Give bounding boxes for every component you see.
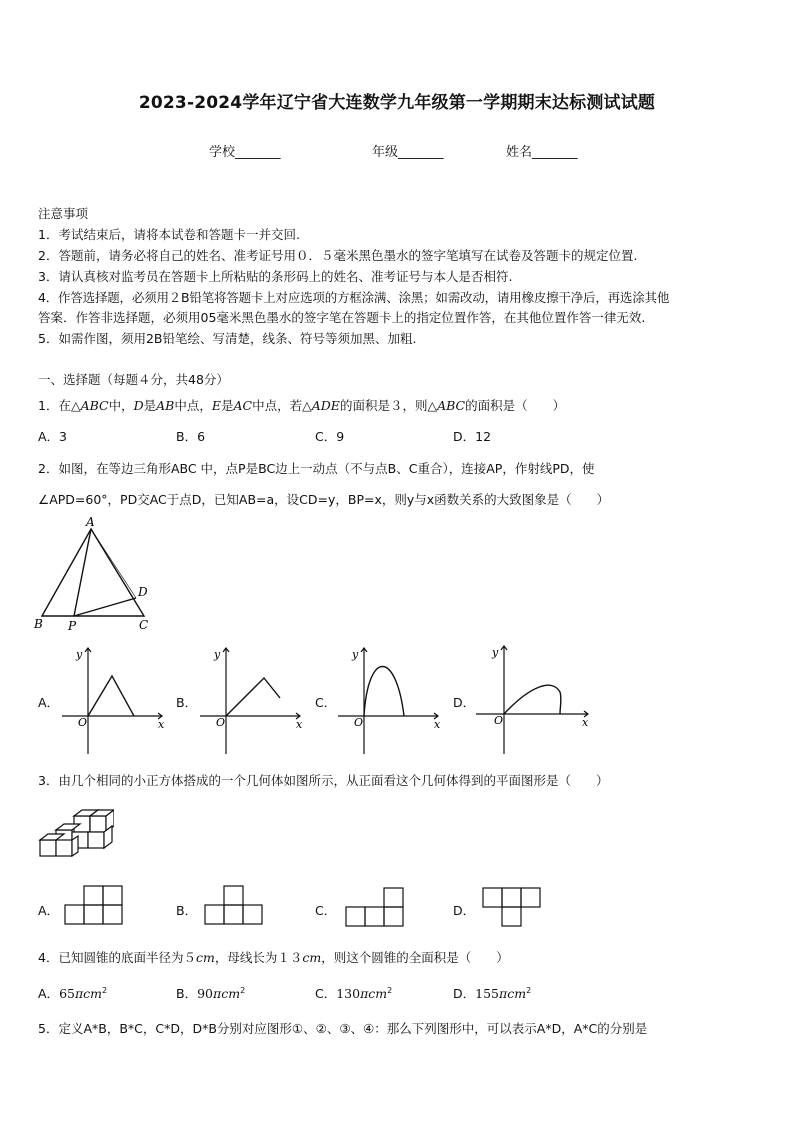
question-4: 4．已知圆锥的底面半径为５cm，母线长为１３cm，则这个圆锥的全面积是（ ） (38, 950, 509, 965)
svg-text:O: O (78, 716, 88, 729)
option-a: A． (38, 695, 60, 710)
graph-d (472, 638, 594, 758)
svg-text:x: x (158, 718, 165, 731)
option-a: A．65πcm$^2$ (38, 985, 108, 1001)
cubes-figure (34, 806, 114, 862)
option-a: A．3 (38, 429, 68, 444)
svg-text:O: O (494, 714, 504, 727)
question-3: 3．由几个相同的小正方体搭成的一个几何体如图所示，从正面看这个几何体得到的平面图形是（ ） (38, 773, 609, 788)
label-p: P (68, 619, 77, 632)
option-b: B． (176, 903, 198, 918)
shape-d (482, 887, 544, 929)
option-d: D．155πcm$^2$ (453, 985, 532, 1001)
svg-text:y: y (352, 648, 359, 661)
question-2-line2: ∠APD=60°，PD交AC于点D，已知AB=a，设CD=y，BP=x，则y与x函数关系的大致图象是（ ） (38, 492, 610, 507)
option-a: A． (38, 903, 60, 918)
graph-b (196, 640, 306, 758)
notice-heading: 注意事项 (38, 206, 89, 221)
shape-c (345, 886, 407, 928)
svg-text:y: y (76, 648, 83, 661)
grade-field: 年级_______ (372, 145, 444, 160)
graph-a (58, 640, 168, 758)
notice-item: 3．请认真核对监考员在答题卡上所粘贴的条形码上的姓名、准考证号与本人是否相符. (38, 269, 513, 284)
option-c: C． (315, 903, 337, 918)
label-b: B (34, 617, 43, 631)
option-d: D．12 (453, 429, 492, 444)
shape-b (204, 884, 266, 926)
notice-item: 5．如需作图，须用2B铅笔绘、写清楚，线条、符号等须加黑、加粗. (38, 331, 417, 346)
option-d: D． (453, 695, 476, 710)
question-2-line1: 2．如图，在等边三角形ABC 中，点P是BC边上一动点（不与点B、C重合），连接AP，作射线PD，使 (38, 461, 595, 476)
question-1: 1．在△ABC中，D是AB中点，E是AC中点，若△ADE的面积是３，则△ABC的面积是（ ） (38, 398, 566, 413)
svg-text:y: y (214, 648, 221, 661)
option-c: C．130πcm$^2$ (315, 985, 393, 1001)
option-c: C．9 (315, 429, 345, 444)
notice-item: 2．答题前，请务必将自己的姓名、准考证号用０．５毫米黑色墨水的签字笔填写在试卷及答题卡的规定位置. (38, 248, 638, 263)
svg-text:x: x (296, 718, 303, 731)
svg-text:y: y (492, 646, 499, 659)
school-field: 学校_______ (209, 145, 281, 160)
option-b: B．6 (176, 429, 206, 444)
section-heading: 一、选择题（每题４分，共48分） (38, 372, 229, 387)
svg-text:O: O (354, 716, 364, 729)
option-c: C． (315, 695, 337, 710)
notice-item: 答案．作答非选择题，必须用05毫米黑色墨水的签字笔在答题卡上的指定位置作答，在其他位置作答一律无效. (38, 310, 646, 325)
question-5: 5．定义A*B，B*C，C*D，D*B分别对应图形①、②、③、④：那么下列图形中，可以表示A*D，A*C的分别是 (38, 1021, 648, 1036)
option-b: B． (176, 695, 198, 710)
page-title: 2023-2024学年辽宁省大连数学九年级第一学期期末达标测试试题 (138, 93, 656, 113)
shape-a (64, 884, 126, 926)
triangle-figure (32, 512, 162, 632)
svg-text:O: O (216, 716, 226, 729)
svg-text:x: x (582, 716, 589, 729)
label-d: D (138, 585, 148, 599)
label-a: A (86, 515, 95, 529)
option-d: D． (453, 903, 476, 918)
svg-text:x: x (434, 718, 441, 731)
notice-item: 1．考试结束后，请将本试卷和答题卡一并交回. (38, 227, 300, 242)
notice-item: 4．作答选择题，必须用２B铅笔将答题卡上对应选项的方框涂满、涂黑；如需改动，请用橡皮擦干净后，再选涂其他 (38, 290, 670, 305)
option-b: B．90πcm$^2$ (176, 985, 246, 1001)
graph-c (334, 640, 444, 758)
label-c: C (139, 618, 149, 632)
name-field: 姓名_______ (506, 145, 578, 160)
